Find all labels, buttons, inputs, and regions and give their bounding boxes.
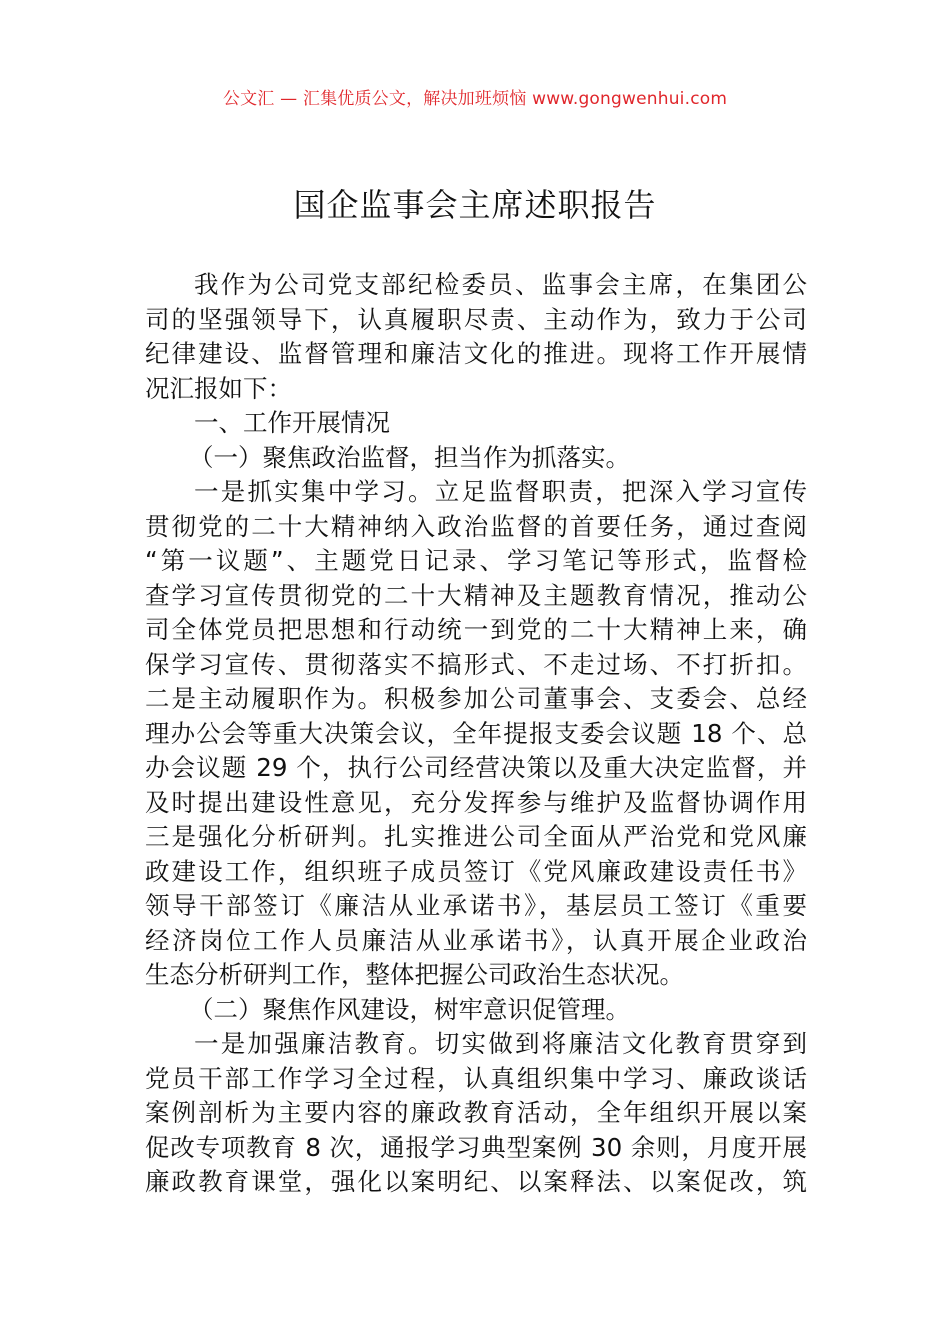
- body-line: 政建设工作，组织班子成员签订《党风廉政建设责任书》: [145, 856, 807, 886]
- watermark-header: 公文汇 — 汇集优质公文，解决加班烦恼 www.gongwenhui.com: [222, 89, 728, 109]
- body-line: “第一议题”、主题党日记录、学习笔记等形式，监督检: [145, 546, 807, 575]
- subsection-heading: （一）聚焦政治监督，担当作为抓落实。: [189, 442, 630, 472]
- body-line: 理办公会等重大决策会议，全年提报支委会议题 18 个、总: [145, 718, 807, 748]
- body-line: 保学习宣传、贯彻落实不搞形式、不走过场、不打折扣。: [145, 649, 807, 679]
- body-line: 党员干部工作学习全过程，认真组织集中学习、廉政谈话: [145, 1063, 807, 1093]
- body-line: 经济岗位工作人员廉洁从业承诺书》，认真开展企业政治: [145, 925, 807, 955]
- body-line: 司全体党员把思想和行动统一到党的二十大精神上来，确: [145, 615, 807, 644]
- body-line: 案例剖析为主要内容的廉政教育活动，全年组织开展以案: [145, 1098, 807, 1127]
- body-line: 纪律建设、监督管理和廉洁文化的推进。现将工作开展情: [145, 339, 807, 368]
- body-line: 促改专项教育 8 次，通报学习典型案例 30 余则，月度开展: [145, 1132, 807, 1162]
- subsection-heading: （二）聚焦作风建设，树牢意识促管理。: [189, 994, 630, 1024]
- body-line: 二是主动履职作为。积极参加公司董事会、支委会、总经: [145, 684, 807, 713]
- body-line: 生态分析研判工作，整体把握公司政治生态状况。: [145, 960, 684, 989]
- document-body: [145, 268, 807, 1200]
- body-line: 一是加强廉洁教育。切实做到将廉洁文化教育贯穿到: [194, 1029, 807, 1058]
- body-line: 一是抓实集中学习。立足监督职责，把深入学习宣传: [194, 477, 807, 506]
- document-title: 国企监事会主席述职报告: [293, 186, 657, 224]
- body-line: 况汇报如下：: [145, 373, 292, 403]
- body-line: 司的坚强领导下，认真履职尽责、主动作为，致力于公司: [145, 304, 807, 334]
- body-line: 办会议题 29 个，执行公司经营决策以及重大决定监督，并: [145, 753, 807, 782]
- body-line: 三是强化分析研判。扎实推进公司全面从严治党和党风廉: [145, 822, 807, 851]
- body-line: 贯彻党的二十大精神纳入政治监督的首要任务，通过查阅: [145, 511, 807, 541]
- body-line: 我作为公司党支部纪检委员、监事会主席，在集团公: [194, 270, 807, 299]
- body-line: 领导干部签订《廉洁从业承诺书》，基层员工签订《重要: [145, 891, 807, 920]
- section-heading: 一、工作开展情况: [194, 408, 390, 437]
- body-line: 查学习宣传贯彻党的二十大精神及主题教育情况，推动公: [145, 580, 807, 610]
- body-line: 及时提出建设性意见，充分发挥参与维护及监督协调作用: [145, 787, 807, 817]
- body-line: 廉政教育课堂，强化以案明纪、以案释法、以案促改，筑: [145, 1167, 807, 1196]
